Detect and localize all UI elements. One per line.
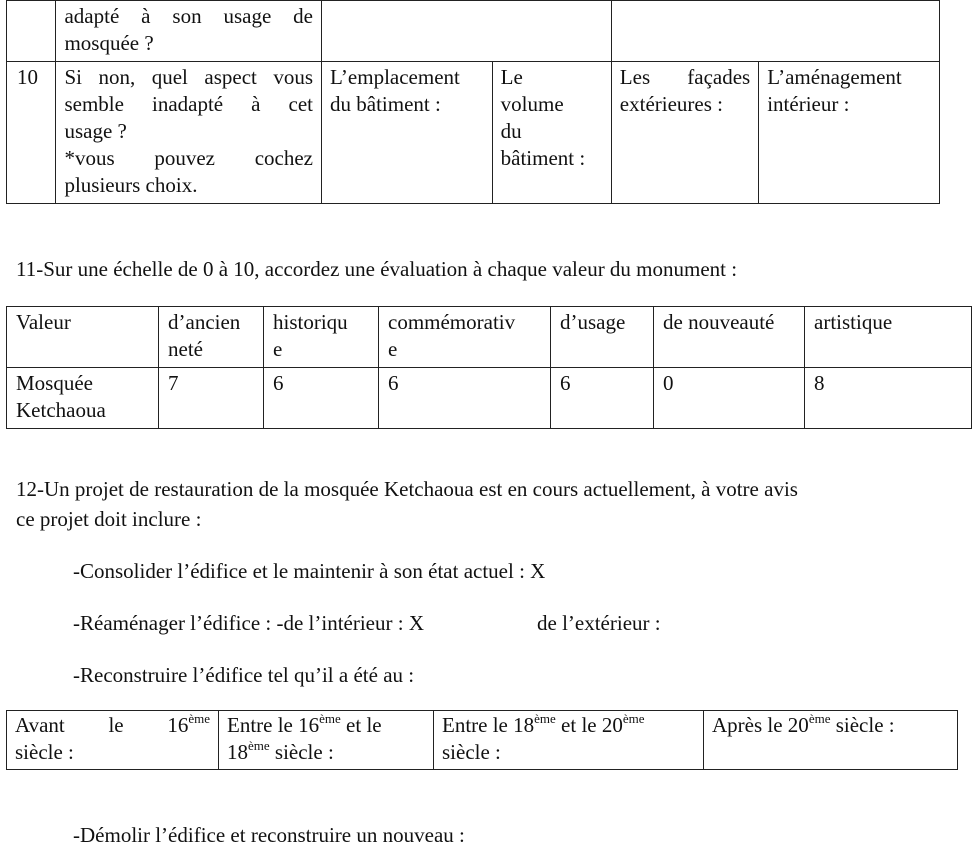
- row-label: Mosquée: [16, 371, 93, 395]
- header-label: neté: [168, 337, 203, 361]
- table-row: [7, 368, 972, 429]
- option-label: volume: [500, 92, 564, 116]
- period-line: Entre le 18ème et le 20ème: [442, 711, 645, 737]
- score-anciennete[interactable]: 7: [159, 368, 264, 429]
- option-reconstruct: -Reconstruire l’édifice tel qu’il a été au :: [73, 663, 415, 687]
- score-historique[interactable]: 6: [264, 368, 379, 429]
- table-header-row: [7, 307, 972, 368]
- header-label: Valeur: [16, 310, 71, 334]
- table-row: [7, 711, 958, 770]
- period-text: 16ème: [167, 711, 210, 737]
- score-usage[interactable]: 6: [551, 368, 654, 429]
- question-text: usage ?: [64, 119, 127, 143]
- question-text: semble inadapté à cet: [64, 92, 314, 116]
- header-label: d’ancien: [168, 310, 241, 334]
- option-consolidate[interactable]: -Consolider l’édifice et le maintenir à son état actuel : X: [73, 559, 546, 583]
- header-valeur: [7, 307, 159, 368]
- option-label: Le: [500, 65, 523, 89]
- period-text: siècle :: [15, 740, 74, 764]
- period-before-16[interactable]: [7, 711, 219, 770]
- period-16-18[interactable]: [219, 711, 434, 770]
- option-label: L’emplacement: [330, 65, 460, 89]
- header-label: e: [388, 337, 398, 361]
- question-cell: [56, 62, 322, 204]
- option-volume[interactable]: [492, 62, 611, 204]
- option-label: du bâtiment :: [330, 92, 441, 116]
- table-row: [7, 62, 940, 204]
- header-label: de nouveauté: [663, 310, 775, 334]
- table-row: [7, 1, 940, 62]
- option-interior[interactable]: [759, 62, 940, 204]
- period-text: le: [108, 713, 124, 737]
- option-label: du: [500, 119, 522, 143]
- score-artistique[interactable]: 8: [805, 368, 972, 429]
- period-after-20[interactable]: [704, 711, 958, 770]
- score-nouveaute[interactable]: 0: [654, 368, 805, 429]
- question-cell: [56, 1, 322, 62]
- header-label: commémorativ: [388, 310, 516, 334]
- questionnaire-table: [6, 0, 940, 204]
- period-text: Avant: [15, 713, 65, 737]
- question-number-cell: [7, 1, 56, 62]
- header-label: d’usage: [560, 310, 626, 334]
- question-text: plusieurs choix.: [64, 173, 198, 197]
- question-11-text: 11-Sur une échelle de 0 à 10, accordez une évaluation à chaque valeur du monument :: [16, 257, 738, 281]
- answer-cell: [611, 1, 939, 62]
- question-text: Si non, quel aspect vous: [64, 65, 314, 89]
- header-label: artistique: [814, 310, 893, 334]
- header-label: e: [273, 337, 283, 361]
- header-label: historiqu: [273, 310, 348, 334]
- option-demolish[interactable]: -Démolir l’édifice et reconstruire un nouveau :: [73, 823, 465, 847]
- question-12-line: 12-Un projet de restauration de la mosquée Ketchaoua est en cours actuellement, à votre avis: [16, 477, 798, 501]
- period-line: Après le 20ème siècle :: [712, 711, 895, 737]
- period-text: siècle :: [442, 740, 501, 764]
- period-table: [6, 710, 958, 770]
- option-label: bâtiment :: [500, 146, 586, 170]
- option-label: intérieur :: [767, 92, 850, 116]
- option-label: L’aménagement: [767, 65, 902, 89]
- period-18-20[interactable]: [434, 711, 704, 770]
- score-commemorative[interactable]: 6: [379, 368, 551, 429]
- header-artistique: [805, 307, 972, 368]
- header-nouveaute: [654, 307, 805, 368]
- question-text: *vous pouvez cochez: [64, 146, 314, 170]
- period-line: 18ème siècle :: [227, 738, 334, 764]
- answer-cell: [322, 1, 612, 62]
- period-line: Entre le 16ème et le: [227, 711, 382, 737]
- question-text: mosquée ?: [64, 31, 154, 55]
- header-usage: [551, 307, 654, 368]
- header-historique: [264, 307, 379, 368]
- header-commemorative: [379, 307, 551, 368]
- option-label: Les façades: [619, 65, 751, 89]
- question-12-text: [16, 476, 936, 533]
- row-label-cell: [7, 368, 159, 429]
- option-label: extérieures :: [619, 92, 723, 116]
- header-anciennete: [159, 307, 264, 368]
- option-refit[interactable]: -Réaménager l’édifice : -de l’intérieur : X: [73, 611, 424, 635]
- question-text: adapté à son usage de: [64, 4, 314, 28]
- question-12-line: ce projet doit inclure :: [16, 507, 202, 531]
- evaluation-table: [6, 306, 972, 429]
- option-location[interactable]: [322, 62, 493, 204]
- option-facades[interactable]: [611, 62, 758, 204]
- option-refit-exterior[interactable]: de l’extérieur :: [537, 611, 661, 635]
- period-line: [15, 712, 210, 739]
- row-label: Ketchaoua: [16, 398, 106, 422]
- question-number: 10: [7, 62, 56, 204]
